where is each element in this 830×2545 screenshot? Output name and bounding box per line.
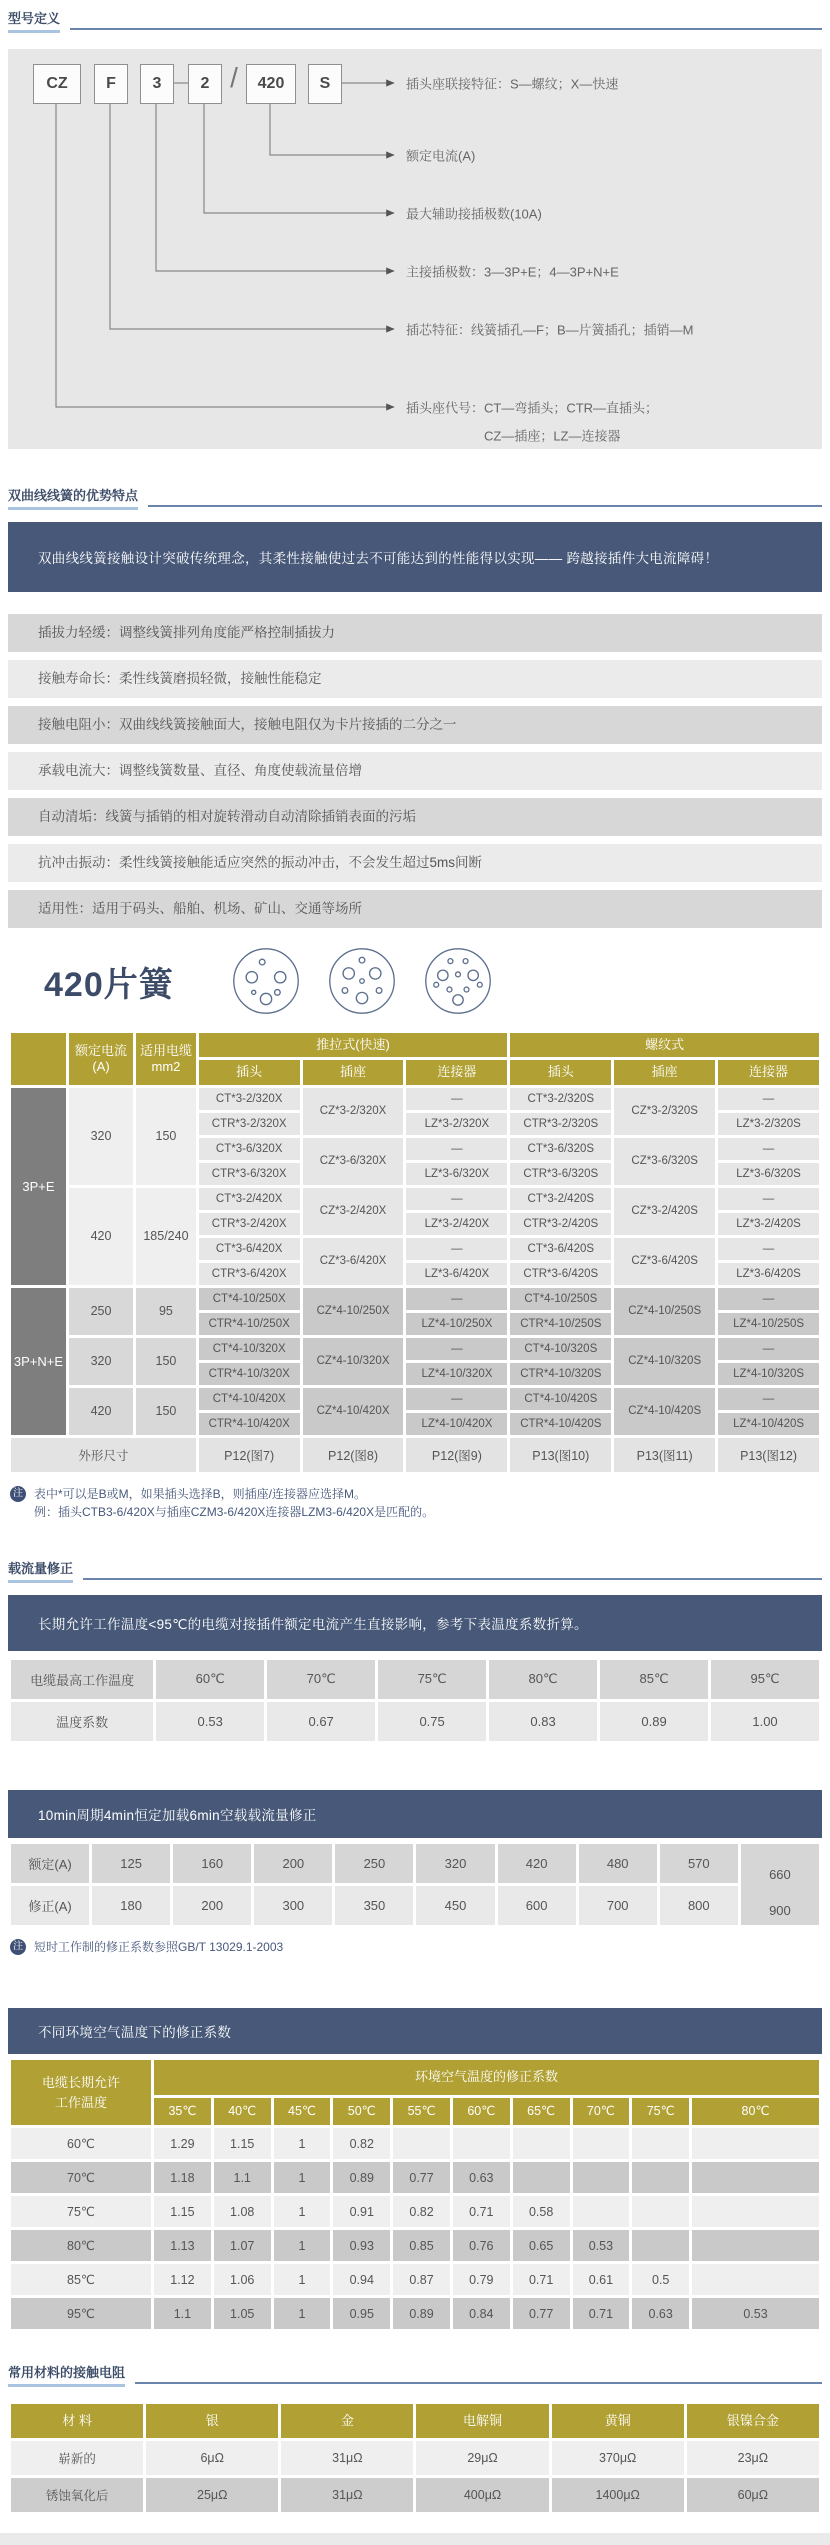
product-title-row xyxy=(44,942,822,1020)
coefficient-cell: 0.61 xyxy=(573,2264,630,2295)
connector-face-diagrams xyxy=(230,945,494,1017)
coefficient-cell xyxy=(393,2128,450,2159)
coefficient-cell: 1.1 xyxy=(154,2298,211,2329)
dash-cell: — xyxy=(406,1338,507,1360)
rated-cell: 160 xyxy=(173,1844,251,1883)
ambient-temp-header: 80℃ xyxy=(692,2098,819,2126)
product-code-cell: CT*3-2/420X xyxy=(199,1188,300,1210)
material-header: 黄铜 xyxy=(552,2404,684,2438)
dash-cell: — xyxy=(406,1088,507,1110)
dash-cell: — xyxy=(718,1238,819,1260)
cable-cell: 150 xyxy=(136,1388,196,1435)
plug-header: 插头 xyxy=(199,1060,300,1084)
coefficient-cell: 0.82 xyxy=(393,2196,450,2227)
coefficient-cell xyxy=(692,2230,819,2261)
rated-cell: 480 xyxy=(579,1844,657,1883)
resistance-cell: 6μΩ xyxy=(146,2441,278,2475)
row-label-cell: 修正(A) xyxy=(11,1886,89,1925)
coefficient-cell: 1 xyxy=(274,2264,331,2295)
advantage-item: 承载电流大：调整线簧数量、直径、角度使载流量倍增 xyxy=(8,752,822,790)
coefficient-cell: 1.08 xyxy=(214,2196,271,2227)
plug-header: 插头 xyxy=(510,1060,611,1084)
coefficient-cell xyxy=(692,2162,819,2193)
product-code-cell: CZ*3-2/420S xyxy=(614,1188,715,1235)
ambient-temp-header: 35℃ xyxy=(154,2098,211,2126)
product-code-cell: CTR*3-2/420X xyxy=(199,1213,300,1235)
coefficient-cell: 0.58 xyxy=(513,2196,570,2227)
product-code-cell: CTR*4-10/320X xyxy=(199,1363,300,1385)
product-code-cell: CTR*3-6/320X xyxy=(199,1163,300,1185)
current-cell: 320 xyxy=(69,1088,133,1185)
row-label-cell: 额定(A) xyxy=(11,1844,89,1883)
advantage-item: 自动清垢：线簧与插销的相对旋转滑动自动清除插销表面的污垢 xyxy=(8,798,822,836)
heading-text: 双曲线线簧的优势特点 xyxy=(8,485,138,510)
row-label-cell: 温度系数 xyxy=(11,1702,153,1741)
dimension-cell: P13(图10) xyxy=(510,1438,611,1472)
dash-cell: — xyxy=(406,1388,507,1410)
extra-values-cell xyxy=(741,1844,819,1925)
current-cell: 420 xyxy=(69,1388,133,1435)
product-code-cell: CT*4-10/250X xyxy=(199,1288,300,1310)
coefficient-cell: 0.77 xyxy=(393,2162,450,2193)
code-box-f: F xyxy=(94,64,128,104)
section-heading-advantages xyxy=(8,485,822,510)
pole-group-cell: 3P+E xyxy=(11,1088,66,1285)
extra-bottom-value: 900 xyxy=(769,1903,791,1919)
cable-temp-cell: 70℃ xyxy=(11,2162,151,2193)
resistance-cell: 400μΩ xyxy=(416,2478,548,2512)
code-box-420: 420 xyxy=(246,64,296,104)
dash-cell: — xyxy=(718,1088,819,1110)
ambient-temp-header: 55℃ xyxy=(393,2098,450,2126)
ambient-temp-header: 60℃ xyxy=(453,2098,510,2126)
coefficient-cell xyxy=(513,2128,570,2159)
section-heading-current-correction xyxy=(8,1558,822,1583)
coefficient-cell: 0.53 xyxy=(573,2230,630,2261)
product-code-cell: CTR*4-10/250S xyxy=(510,1313,611,1335)
note-badge-icon: 注 xyxy=(10,1939,26,1955)
corrected-cell: 200 xyxy=(173,1886,251,1925)
screw-group-header: 螺纹式 xyxy=(510,1033,819,1057)
product-code-cell: LZ*4-10/320X xyxy=(406,1363,507,1385)
product-code-cell: LZ*3-2/420X xyxy=(406,1213,507,1235)
current-cell: 320 xyxy=(69,1338,133,1385)
dimension-cell: P13(图11) xyxy=(614,1438,715,1472)
product-code-cell: LZ*3-2/320S xyxy=(718,1113,819,1135)
coefficient-cell: 0.93 xyxy=(333,2230,390,2261)
label-main-poles: 主接插极数：3—3P+E；4—3P+N+E xyxy=(406,264,619,280)
coefficient-cell: 0.79 xyxy=(453,2264,510,2295)
rated-cell: 320 xyxy=(416,1844,494,1883)
product-code-cell: CZ*4-10/250X xyxy=(303,1288,404,1335)
model-definition-diagram xyxy=(8,49,822,449)
coefficient-cell: 0.71 xyxy=(573,2298,630,2329)
cable-temp-cell: 60℃ xyxy=(11,2128,151,2159)
product-code-cell: CT*3-6/420S xyxy=(510,1238,611,1260)
product-code-cell: CT*3-2/320X xyxy=(199,1088,300,1110)
coefficient-cell: 0.71 xyxy=(513,2264,570,2295)
product-code-cell: CZ*3-6/320S xyxy=(614,1138,715,1185)
connector-face-diagram-3 xyxy=(422,945,494,1017)
coefficient-cell xyxy=(573,2128,630,2159)
ambient-correction-banner: 不同环境空气温度下的修正系数 xyxy=(8,2008,822,2054)
coefficient-cell: 0.87 xyxy=(393,2264,450,2295)
product-code-cell: CT*4-10/320S xyxy=(510,1338,611,1360)
coefficient-cell: 0.89 xyxy=(600,1702,708,1741)
coefficient-cell: 0.53 xyxy=(692,2298,819,2329)
ambient-temp-header: 45℃ xyxy=(274,2098,331,2126)
ambient-temp-header: 40℃ xyxy=(214,2098,271,2126)
product-code-cell: LZ*3-2/420S xyxy=(718,1213,819,1235)
product-code-cell: CT*3-2/320S xyxy=(510,1088,611,1110)
cable-cell: 185/240 xyxy=(136,1188,196,1285)
coefficient-cell: 0.63 xyxy=(632,2298,689,2329)
dash-cell: — xyxy=(718,1288,819,1310)
coefficient-cell: 0.71 xyxy=(453,2196,510,2227)
heading-rule xyxy=(83,1578,822,1580)
duty-correction-table xyxy=(8,1841,822,1928)
resistance-cell: 29μΩ xyxy=(416,2441,548,2475)
product-code-cell: CT*4-10/320X xyxy=(199,1338,300,1360)
dimensions-label-cell: 外形尺寸 xyxy=(11,1438,196,1472)
coefficient-cell: 0.65 xyxy=(513,2230,570,2261)
coefficient-cell: 1.05 xyxy=(214,2298,271,2329)
product-code-cell: LZ*3-6/320X xyxy=(406,1163,507,1185)
label-code-line2: CZ—插座；LZ—连接器 xyxy=(484,428,621,444)
temp-cell: 70℃ xyxy=(267,1660,375,1699)
rated-cell: 200 xyxy=(254,1844,332,1883)
product-code-cell: CTR*3-6/320S xyxy=(510,1163,611,1185)
coefficient-cell xyxy=(632,2230,689,2261)
coefficient-cell xyxy=(632,2196,689,2227)
header-line: (A) xyxy=(92,1058,110,1074)
header-line: 适用电缆 xyxy=(139,1042,192,1058)
condition-label-cell: 锈蚀氧化后 xyxy=(11,2478,143,2512)
coefficient-cell xyxy=(632,2128,689,2159)
rated-cell: 250 xyxy=(335,1844,413,1883)
corrected-cell: 180 xyxy=(92,1886,170,1925)
coefficient-cell: 0.84 xyxy=(453,2298,510,2329)
product-code-cell: CTR*3-2/420S xyxy=(510,1213,611,1235)
product-code-cell: CT*4-10/250S xyxy=(510,1288,611,1310)
product-code-cell: LZ*3-6/420S xyxy=(718,1263,819,1285)
coefficient-cell: 1 xyxy=(274,2298,331,2329)
note-line: 表中*可以是B或M，如果插头选择B，则插座/连接器应选择M。 xyxy=(34,1486,367,1501)
coefficient-cell xyxy=(573,2196,630,2227)
heading-rule xyxy=(135,2382,822,2384)
coefficient-cell xyxy=(453,2128,510,2159)
product-code-cell: CT*3-2/420S xyxy=(510,1188,611,1210)
cable-header xyxy=(136,1033,196,1085)
advantage-item: 适用性：适用于码头、船舶、机场、矿山、交通等场所 xyxy=(8,890,822,928)
connector-header: 连接器 xyxy=(718,1060,819,1084)
temp-cell: 95℃ xyxy=(711,1660,819,1699)
dimension-cell: P12(图9) xyxy=(406,1438,507,1472)
rated-cell: 420 xyxy=(498,1844,576,1883)
dash-cell: — xyxy=(718,1388,819,1410)
product-code-cell: CTR*4-10/420X xyxy=(199,1413,300,1435)
coefficient-cell: 1 xyxy=(274,2162,331,2193)
label-aux-poles: 最大辅助接插极数(10A) xyxy=(406,206,542,222)
cable-temp-cell: 80℃ xyxy=(11,2230,151,2261)
coefficient-cell: 0.91 xyxy=(333,2196,390,2227)
resistance-cell: 1400μΩ xyxy=(552,2478,684,2512)
product-code-cell: LZ*3-2/320X xyxy=(406,1113,507,1135)
cable-cell: 150 xyxy=(136,1088,196,1185)
product-code-cell: LZ*4-10/420S xyxy=(718,1413,819,1435)
section-heading-contact-resistance xyxy=(8,2362,822,2387)
coefficient-cell: 0.83 xyxy=(489,1702,597,1741)
coefficient-cell: 1.15 xyxy=(154,2196,211,2227)
product-code-cell: CZ*3-6/420S xyxy=(614,1238,715,1285)
product-code-cell: LZ*4-10/250S xyxy=(718,1313,819,1335)
code-box-3: 3 xyxy=(140,64,174,104)
resistance-cell: 23μΩ xyxy=(687,2441,819,2475)
coefficient-cell: 0.76 xyxy=(453,2230,510,2261)
product-code-cell: CZ*3-6/420X xyxy=(303,1238,404,1285)
dash-cell: — xyxy=(406,1288,507,1310)
coefficient-cell: 1.18 xyxy=(154,2162,211,2193)
product-code-cell: CTR*3-6/420S xyxy=(510,1263,611,1285)
product-selection-table xyxy=(8,1030,822,1475)
coefficient-cell: 1.15 xyxy=(214,2128,271,2159)
heading-rule xyxy=(148,505,822,507)
corrected-cell: 300 xyxy=(254,1886,332,1925)
heading-rule xyxy=(70,28,822,30)
coefficient-cell xyxy=(692,2264,819,2295)
current-correction-banner: 长期允许工作温度<95℃的电缆对接插件额定电流产生直接影响，参考下表温度系数折算。 xyxy=(8,1595,822,1651)
product-code-cell: CZ*3-2/320S xyxy=(614,1088,715,1135)
cable-cell: 95 xyxy=(136,1288,196,1335)
coefficient-cell: 1.1 xyxy=(214,2162,271,2193)
coefficient-cell: 1.07 xyxy=(214,2230,271,2261)
coefficient-cell: 0.94 xyxy=(333,2264,390,2295)
rated-cell: 570 xyxy=(660,1844,738,1883)
product-code-cell: CTR*3-2/320S xyxy=(510,1113,611,1135)
product-code-cell: LZ*3-6/420X xyxy=(406,1263,507,1285)
corrected-cell: 600 xyxy=(498,1886,576,1925)
temp-cell: 75℃ xyxy=(378,1660,486,1699)
product-code-cell: CT*3-6/320S xyxy=(510,1138,611,1160)
coefficient-cell: 1.29 xyxy=(154,2128,211,2159)
dimension-cell: P12(图7) xyxy=(199,1438,300,1472)
coefficient-cell: 0.77 xyxy=(513,2298,570,2329)
note-text: 短时工作制的修正系数参照GB/T 13029.1-2003 xyxy=(34,1939,284,1954)
advantage-list xyxy=(8,614,822,928)
temp-cell: 85℃ xyxy=(600,1660,708,1699)
heading-text: 常用材料的接触电阻 xyxy=(8,2362,125,2387)
cable-temp-cell: 95℃ xyxy=(11,2298,151,2329)
label-rated-current: 额定电流(A) xyxy=(406,148,476,164)
dash-cell: — xyxy=(718,1338,819,1360)
current-cell: 250 xyxy=(69,1288,133,1335)
product-code-cell: LZ*4-10/320S xyxy=(718,1363,819,1385)
code-box-cz: CZ xyxy=(33,64,81,104)
product-title: 420片簧 xyxy=(44,965,174,1004)
cable-temp-cell: 85℃ xyxy=(11,2264,151,2295)
corrected-cell: 350 xyxy=(335,1886,413,1925)
coefficient-cell xyxy=(513,2162,570,2193)
ambient-temp-header: 75℃ xyxy=(632,2098,689,2126)
coefficient-cell: 0.85 xyxy=(393,2230,450,2261)
coefficient-cell: 0.67 xyxy=(267,1702,375,1741)
product-code-cell: CZ*3-6/320X xyxy=(303,1138,404,1185)
dash-cell: — xyxy=(406,1138,507,1160)
resistance-cell: 31μΩ xyxy=(281,2441,413,2475)
coefficient-cell: 1.00 xyxy=(711,1702,819,1741)
heading-text: 载流量修正 xyxy=(8,1558,73,1583)
coefficient-cell xyxy=(692,2128,819,2159)
product-code-cell: CTR*4-10/320S xyxy=(510,1363,611,1385)
ambient-correction-table xyxy=(8,2057,822,2332)
ambient-temp-header: 50℃ xyxy=(333,2098,390,2126)
socket-header: 插座 xyxy=(614,1060,715,1084)
product-code-cell: CZ*4-10/320S xyxy=(614,1338,715,1385)
corrected-cell: 800 xyxy=(660,1886,738,1925)
label-code-line1: 插头座代号：CT—弯插头；CTR—直插头； xyxy=(406,400,659,416)
dash-cell: — xyxy=(406,1238,507,1260)
coefficient-cell xyxy=(632,2162,689,2193)
dimension-cell: P13(图12) xyxy=(718,1438,819,1472)
coefficient-cell: 0.95 xyxy=(333,2298,390,2329)
product-table-note xyxy=(10,1485,822,1522)
product-code-cell: CT*4-10/420S xyxy=(510,1388,611,1410)
rated-current-header xyxy=(69,1033,133,1085)
dimension-cell: P12(图8) xyxy=(303,1438,404,1472)
product-code-cell: CZ*4-10/250S xyxy=(614,1288,715,1335)
coefficient-cell xyxy=(573,2162,630,2193)
current-cell: 420 xyxy=(69,1188,133,1285)
coefficient-cell: 1 xyxy=(274,2128,331,2159)
product-code-cell: CTR*3-2/320X xyxy=(199,1113,300,1135)
condition-label-cell: 崭新的 xyxy=(11,2441,143,2475)
section-heading-model-definition xyxy=(8,8,822,33)
header-line: 工作温度 xyxy=(55,2094,108,2110)
push-pull-group-header: 推拉式(快速) xyxy=(199,1033,508,1057)
coefficient-cell: 0.89 xyxy=(333,2162,390,2193)
product-code-cell: CT*3-6/320X xyxy=(199,1138,300,1160)
advantage-item: 接触寿命长：柔性线簧磨损轻微，接触性能稳定 xyxy=(8,660,822,698)
product-code-cell: CT*3-6/420X xyxy=(199,1238,300,1260)
corrected-cell: 450 xyxy=(416,1886,494,1925)
product-code-cell: LZ*4-10/250X xyxy=(406,1313,507,1335)
page-bottom-strip xyxy=(0,2533,830,2545)
temp-cell: 80℃ xyxy=(489,1660,597,1699)
coefficient-cell: 0.5 xyxy=(632,2264,689,2295)
product-code-cell: LZ*3-6/320S xyxy=(718,1163,819,1185)
code-box-s: S xyxy=(308,64,342,104)
dash-cell: — xyxy=(718,1138,819,1160)
header-line: 电缆长期允许 xyxy=(42,2075,121,2091)
resistance-cell: 31μΩ xyxy=(281,2478,413,2512)
label-connection-feature: 插头座联接特征：S—螺纹；X—快速 xyxy=(406,76,619,92)
pole-group-cell: 3P+N+E xyxy=(11,1288,66,1435)
temp-cell: 60℃ xyxy=(156,1660,264,1699)
product-code-cell: CZ*4-10/420X xyxy=(303,1388,404,1435)
label-core-feature: 插芯特征：线簧插孔—F；B—片簧插孔；插销—M xyxy=(406,322,694,338)
duty-correction-note xyxy=(10,1938,822,1957)
header-line: mm2 xyxy=(151,1058,181,1074)
connector-header: 连接器 xyxy=(406,1060,507,1084)
coefficient-cell xyxy=(692,2196,819,2227)
corner-cell xyxy=(11,1033,66,1085)
coefficient-cell: 1.12 xyxy=(154,2264,211,2295)
product-code-cell: CZ*3-2/320X xyxy=(303,1088,404,1135)
material-header: 电解铜 xyxy=(416,2404,548,2438)
note-text xyxy=(34,1485,434,1522)
header-line: 额定电流 xyxy=(75,1042,128,1058)
product-code-cell: CTR*4-10/250X xyxy=(199,1313,300,1335)
resistance-cell: 60μΩ xyxy=(687,2478,819,2512)
coefficient-cell: 1.06 xyxy=(214,2264,271,2295)
advantage-item: 抗冲击振动：柔性线簧接触能适应突然的振动冲击，不会发生超过5ms间断 xyxy=(8,844,822,882)
resistance-cell: 370μΩ xyxy=(552,2441,684,2475)
advantage-item: 接触电阻小：双曲线线簧接触面大，接触电阻仅为卡片接插的二分之一 xyxy=(8,706,822,744)
connector-face-diagram-2 xyxy=(326,945,398,1017)
advantages-banner: 双曲线线簧接触设计突破传统理念，其柔性接触使过去不可能达到的性能得以实现—— 跨越接插件大电流障碍！ xyxy=(8,522,822,592)
product-code-cell: CTR*3-6/420X xyxy=(199,1263,300,1285)
temperature-coefficient-table xyxy=(8,1657,822,1744)
note-badge-icon: 注 xyxy=(10,1486,26,1502)
product-code-cell: CZ*4-10/420S xyxy=(614,1388,715,1435)
product-code-cell: CT*4-10/420X xyxy=(199,1388,300,1410)
heading-text: 型号定义 xyxy=(8,8,60,33)
connector-face-diagram-1 xyxy=(230,945,302,1017)
dash-cell: — xyxy=(718,1188,819,1210)
material-header: 金 xyxy=(281,2404,413,2438)
rated-cell: 125 xyxy=(92,1844,170,1883)
row-group-header xyxy=(11,2060,151,2125)
coefficient-cell: 0.89 xyxy=(393,2298,450,2329)
model-diagram-lines xyxy=(8,49,822,449)
duty-correction-banner: 10min周期4min恒定加载6min空载载流量修正 xyxy=(8,1790,822,1838)
resistance-cell: 25μΩ xyxy=(146,2478,278,2512)
note-line: 例：插头CTB3-6/420X与插座CZM3-6/420X连接器LZM3-6/420X是匹配的。 xyxy=(34,1505,435,1520)
material-header: 材 料 xyxy=(11,2404,143,2438)
extra-top-value: 660 xyxy=(769,1867,791,1883)
product-code-cell: CZ*4-10/320X xyxy=(303,1338,404,1385)
coefficient-cell: 0.63 xyxy=(453,2162,510,2193)
material-header: 银镍合金 xyxy=(687,2404,819,2438)
coefficient-cell: 1 xyxy=(274,2230,331,2261)
product-code-cell: CTR*4-10/420S xyxy=(510,1413,611,1435)
coefficient-cell: 0.82 xyxy=(333,2128,390,2159)
dash-cell: — xyxy=(406,1188,507,1210)
advantage-item: 插拔力轻缓：调整线簧排列角度能严格控制插拔力 xyxy=(8,614,822,652)
socket-header: 插座 xyxy=(303,1060,404,1084)
code-box-2: 2 xyxy=(188,64,222,104)
coefficient-cell: 0.53 xyxy=(156,1702,264,1741)
coefficient-cell: 1 xyxy=(274,2196,331,2227)
cable-temp-cell: 75℃ xyxy=(11,2196,151,2227)
cable-cell: 150 xyxy=(136,1338,196,1385)
product-code-cell: CZ*3-2/420X xyxy=(303,1188,404,1235)
row-label-cell: 电缆最高工作温度 xyxy=(11,1660,153,1699)
contact-resistance-table xyxy=(8,2401,822,2515)
coefficient-cell: 0.75 xyxy=(378,1702,486,1741)
slash-separator: / xyxy=(230,62,238,93)
ambient-temp-header: 65℃ xyxy=(513,2098,570,2126)
ambient-temp-header: 70℃ xyxy=(573,2098,630,2126)
material-header: 银 xyxy=(146,2404,278,2438)
product-code-cell: LZ*4-10/420X xyxy=(406,1413,507,1435)
coefficient-cell: 1.13 xyxy=(154,2230,211,2261)
column-group-header: 环境空气温度的修正系数 xyxy=(154,2060,819,2094)
corrected-cell: 700 xyxy=(579,1886,657,1925)
